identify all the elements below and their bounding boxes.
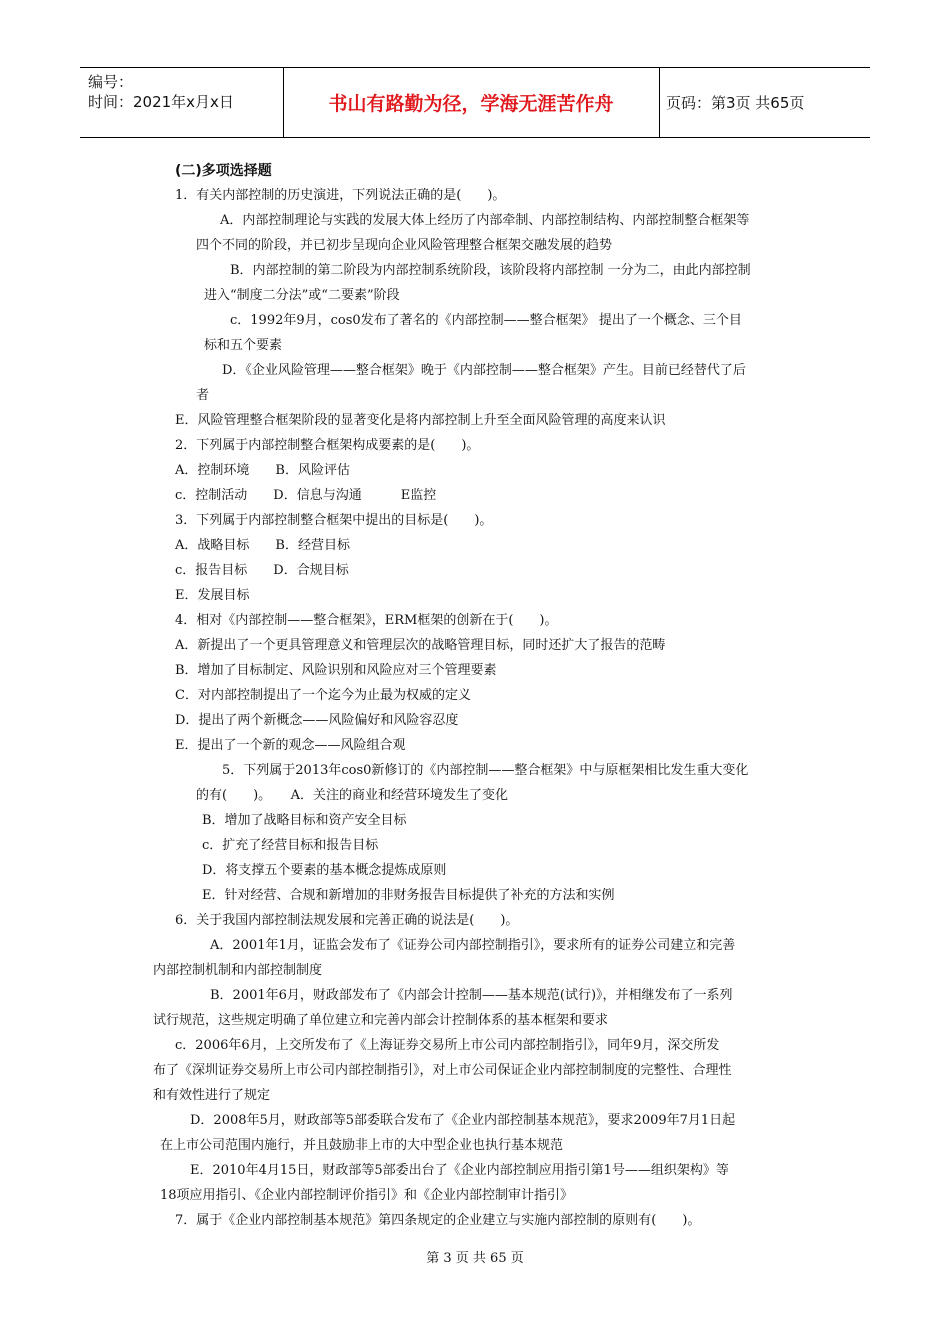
header-divider [659, 68, 660, 137]
question-line: 3．下列属于内部控制整合框架中提出的目标是( )。 [175, 513, 493, 528]
question-line: 2．下列属于内部控制整合框架构成要素的是( )。 [175, 438, 480, 453]
question-line: 5．下列属于2013年cos0新修订的《内部控制——整合框架》中与原框架相比发生重大变化 [222, 763, 749, 778]
page-indicator: 页码：第3页 共65页 [666, 94, 805, 112]
option-line: E．风险管理整合框架阶段的显著变化是将内部控制上升至全面风险管理的高度来认识 [175, 413, 666, 428]
option-line: 进入“制度二分法”或“二要素”阶段 [204, 288, 400, 303]
option-line: 内部控制机制和内部控制制度 [153, 963, 323, 978]
option-line: D．2008年5月，财政部等5部委联合发布了《企业内部控制基本规范》，要求2009年7月1日起 [190, 1113, 736, 1128]
option-line: 和有效性进行了规定 [153, 1088, 271, 1103]
option-line: 布了《深圳证券交易所上市公司内部控制指引》，对上市公司保证企业内部控制制度的完整性、合理性 [153, 1063, 732, 1078]
option-line: B．内部控制的第二阶段为内部控制系统阶段，该阶段将内部控制 一分为二，由此内部控制 [230, 263, 751, 278]
option-line: 者 [196, 388, 210, 403]
option-line: A．2001年1月，证监会发布了《证券公司内部控制指引》，要求所有的证券公司建立和完善 [210, 938, 736, 953]
option-line: D．《企业风险管理——整合框架》晚于《内部控制——整合框架》产生。目前已经替代了后 [222, 363, 746, 378]
option-line: E．提出了一个新的观念——风险组合观 [175, 738, 406, 753]
option-line: E．2010年4月15日，财政部等5部委出台了《企业内部控制应用指引第1号——组织架构》等 [190, 1163, 729, 1178]
option-line: B．增加了目标制定、风险识别和风险应对三个管理要素 [175, 663, 497, 678]
option-line: C．对内部控制提出了一个迄今为止最为权威的定义 [175, 688, 471, 703]
question-line: 1．有关内部控制的历史演进，下列说法正确的是( )。 [175, 188, 506, 203]
option-line: D．提出了两个新概念——风险偏好和风险容忍度 [175, 713, 459, 728]
page-footer: 第 3 页 共 65 页 [426, 1251, 524, 1266]
option-line: c．扩充了经营目标和报告目标 [202, 838, 379, 853]
option-line: 标和五个要素 [204, 338, 283, 353]
option-line: 试行规范，这些规定明确了单位建立和完善内部会计控制体系的基本框架和要求 [153, 1013, 609, 1028]
question-line: 6．关于我国内部控制法规发展和完善正确的说法是( )。 [175, 913, 519, 928]
option-line: A．内部控制理论与实践的发展大体上经历了内部牵制、内部控制结构、内部控制整合框架等 [220, 213, 750, 228]
section-title: (二)多项选择题 [175, 163, 272, 179]
option-line: A．战略目标 B．经营目标 [175, 538, 350, 553]
option-line: A．新提出了一个更具管理意义和管理层次的战略管理目标，同时还扩大了报告的范畴 [175, 638, 666, 653]
question-line: 的有( )。 A．关注的商业和经营环境发生了变化 [196, 788, 509, 803]
question-line: 7．属于《企业内部控制基本规范》第四条规定的企业建立与实施内部控制的原则有( )。 [175, 1213, 701, 1228]
option-line: c．2006年6月，上交所发布了《上海证券交易所上市公司内部控制指引》，同年9月，深交所发 [175, 1038, 720, 1053]
option-line: c．控制活动 D．信息与沟通 E监控 [175, 488, 437, 503]
option-line: c．1992年9月，cos0发布了著名的《内部控制——整合框架》 提出了一个概念、三个目 [230, 313, 742, 328]
question-line: 4．相对《内部控制——整合框架》，ERM框架的创新在于( )。 [175, 613, 558, 628]
option-line: c．报告目标 D．合规目标 [175, 563, 349, 578]
option-line: 18项应用指引、《企业内部控制评价指引》和《企业内部控制审计指引》 [160, 1188, 574, 1203]
option-line: B．2001年6月，财政部发布了《内部会计控制——基本规范(试行)》，并相继发布了一系列 [210, 988, 733, 1003]
option-line: 四个不同的阶段，并已初步呈现向企业风险管理整合框架交融发展的趋势 [196, 238, 613, 253]
option-line: D．将支撑五个要素的基本概念提炼成原则 [202, 863, 447, 878]
header-left [88, 72, 234, 112]
number-label: 编号： [88, 73, 134, 91]
date-label: 时间：2021年x月x日 [88, 93, 234, 111]
option-line: B．增加了战略目标和资产安全目标 [202, 813, 407, 828]
option-line: A．控制环境 B．风险评估 [175, 463, 350, 478]
motto: 书山有路勤为径，学海无涯苦作舟 [328, 93, 614, 115]
option-line: 在上市公司范围内施行，并且鼓励非上市的大中型企业也执行基本规范 [160, 1138, 564, 1153]
option-line: E．针对经营、合规和新增加的非财务报告目标提供了补充的方法和实例 [202, 888, 615, 903]
option-line: E．发展目标 [175, 588, 250, 603]
page-header [80, 67, 870, 138]
